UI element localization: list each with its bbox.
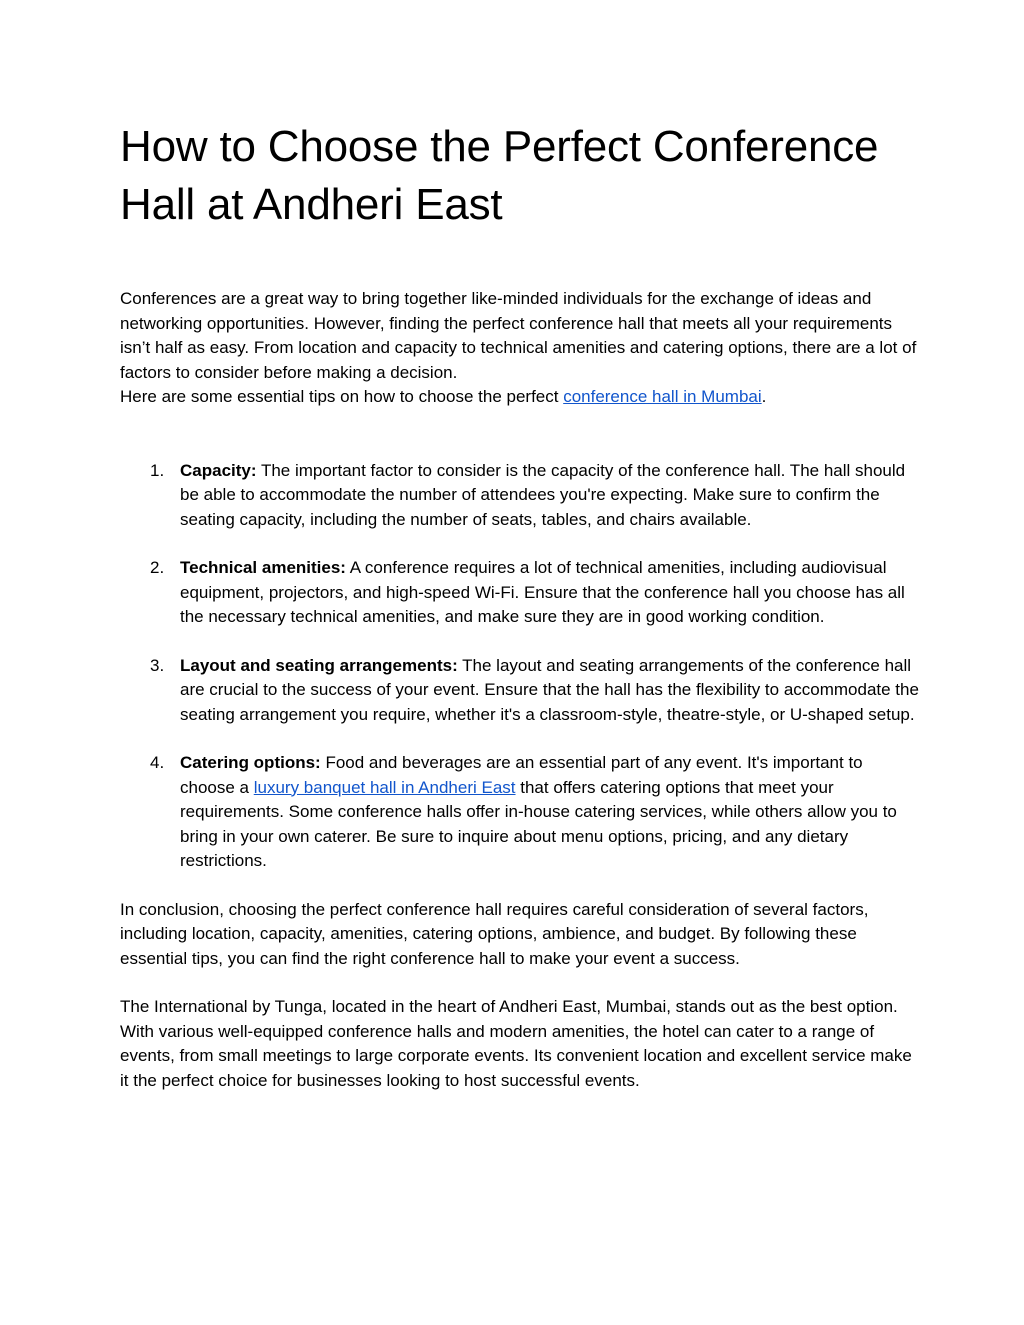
conference-hall-mumbai-link[interactable]: conference hall in Mumbai (563, 387, 762, 406)
intro-tips-prefix: Here are some essential tips on how to choose the perfect (120, 387, 564, 406)
tip-text-after-link: that offers catering options that meet your requirements. Some conference halls offer in-house catering services, while others allow you to bring in your own caterer. Be sure to inquire about menu options, pricing, and any dietary restrictions. (180, 777, 897, 870)
tip-heading: Catering options: (180, 753, 321, 772)
tip-text: The layout and seating arrangements of the conference hall are crucial to the success of your event. Ensure that the hall has the flexibility to accommodate the seating arrangement you require, whether it's a classroom-style, theatre-style, or U-shaped setup. (180, 655, 919, 724)
intro-tips-suffix: . (761, 387, 767, 406)
closing-paragraph: The International by Tunga, located in the heart of Andheri East, Mumbai, stands out as the best option. With various well-equipped conference halls and modern amenities, the hotel can cater to a range of events, from small meetings to large corporate events. Its convenient location and excellent service make it the perfect choice for businesses looking to host successful events. (120, 997, 912, 1090)
tip-text: The important factor to consider is the capacity of the conference hall. The hall should be able to accommodate the number of attendees you're expecting. Make sure to confirm the seating capacity, including the number of seats, tables, and chairs available. (180, 460, 906, 529)
list-number: 1. (150, 460, 165, 480)
list-item (120, 751, 920, 874)
list-number: 4. (150, 753, 165, 772)
page-title: How to Choose the Perfect Conference Hall at Andheri East (120, 122, 879, 229)
tip-heading: Capacity: (180, 460, 257, 480)
intro-section (120, 287, 920, 410)
tip-heading: Layout and seating arrangements: (180, 655, 458, 675)
list-item (120, 556, 920, 630)
list-number: 2. (150, 558, 165, 577)
document-page (120, 118, 920, 1093)
list-item (120, 654, 920, 728)
intro-tips-line (120, 385, 920, 410)
tip-text: A conference requires a lot of technical amenities, including audiovisual equipment, projectors, and high-speed Wi-Fi. Ensure that the conference hall you choose has all the necessary technical amenities, and make sure they are in good working condition. (180, 558, 905, 626)
tip-heading: Technical amenities: (180, 558, 346, 577)
luxury-banquet-hall-link[interactable]: luxury banquet hall in Andheri East (253, 777, 516, 797)
intro-paragraph: Conferences are a great way to bring together like-minded individuals for the exchange of ideas and networking opportunities. However, finding the perfect conference hall that meets all your requirements isn’t half as easy. From location and capacity to technical amenities and catering options, there are a lot of factors to consider before making a decision. (120, 289, 917, 382)
tips-list (120, 459, 920, 874)
list-item (120, 459, 920, 533)
conclusion-paragraph: In conclusion, choosing the perfect conference hall requires careful consideration of several factors, including location, capacity, amenities, catering options, ambience, and budget. By following these essential tips, you can find the right conference hall to make your event a success. (120, 899, 869, 968)
list-number: 3. (150, 655, 165, 675)
tip-text-before-link: Food and beverages are an essential part of any event. It's important to choose a (180, 753, 863, 797)
